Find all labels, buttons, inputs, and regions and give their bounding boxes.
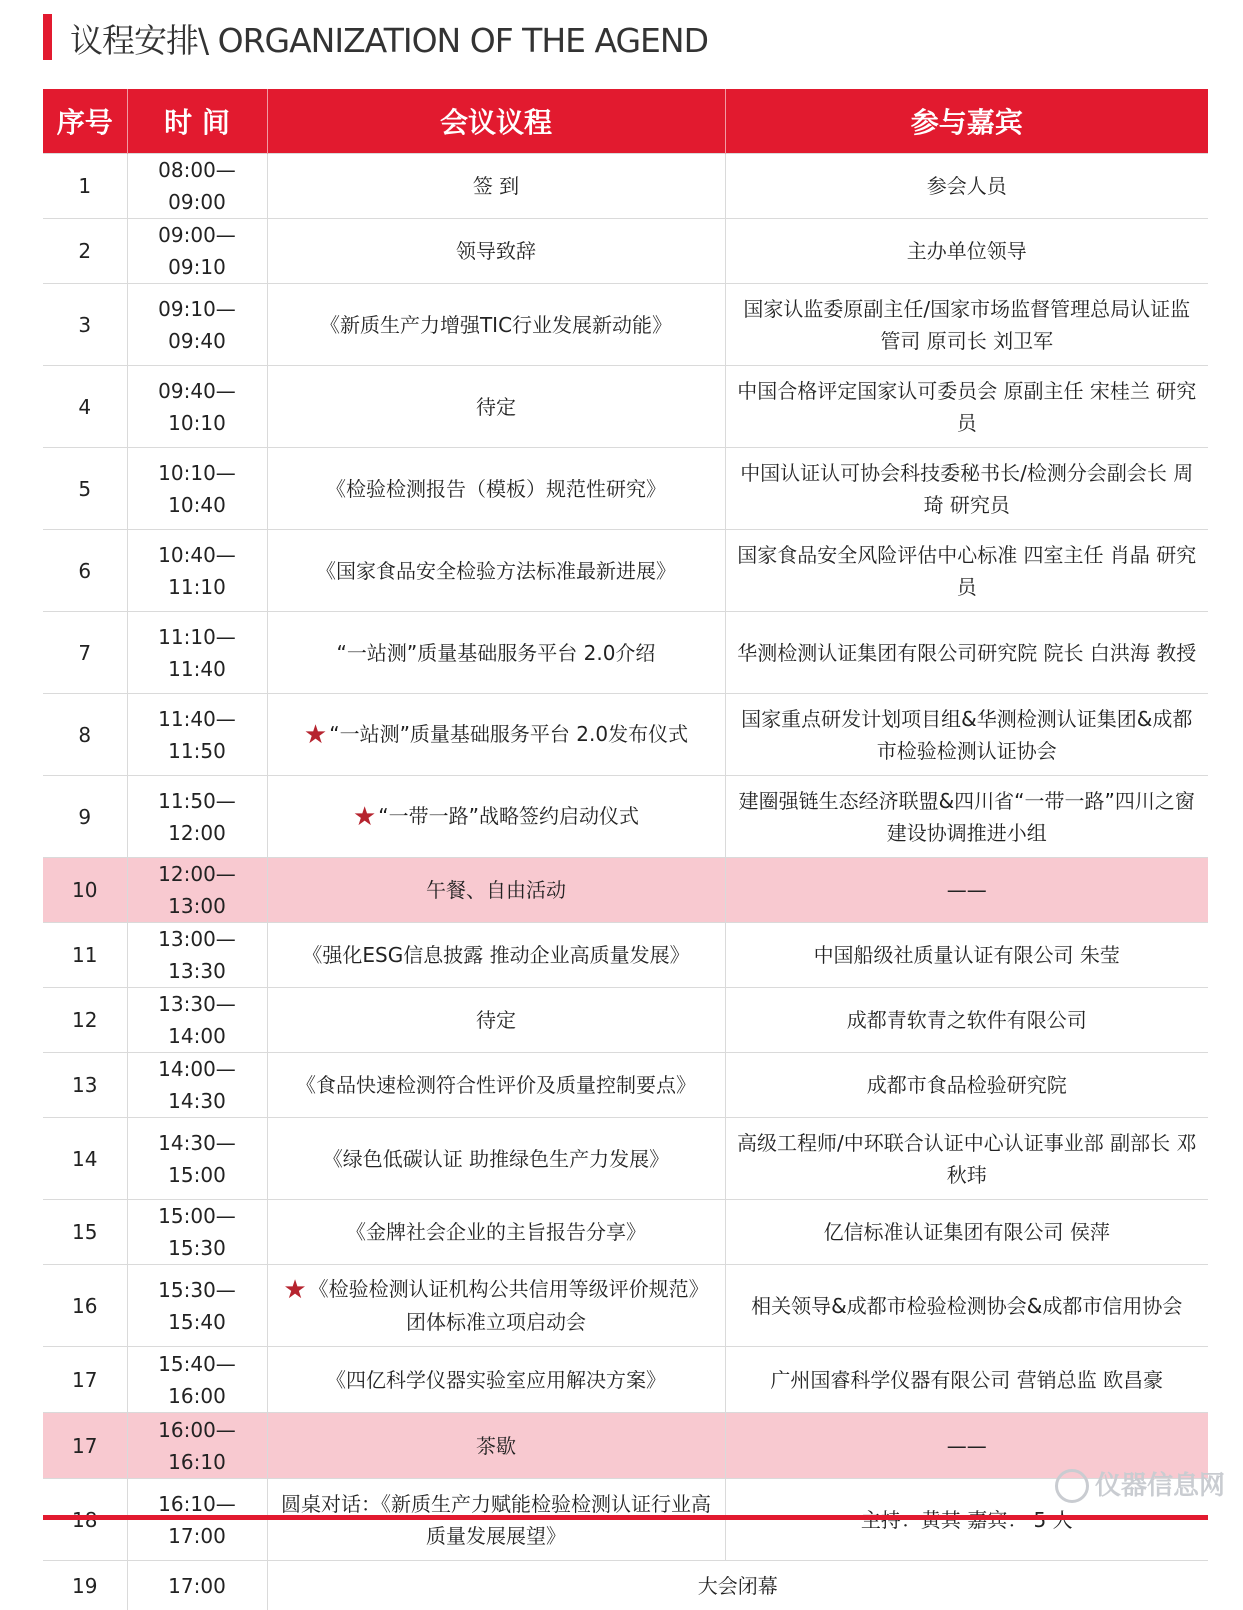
row-topic: 《金牌社会企业的主旨报告分享》 <box>267 1200 725 1265</box>
table-row <box>43 1265 1208 1347</box>
row-speaker: 中国认证认可协会科技委秘书长/检测分会副会长 周琦 研究员 <box>725 448 1208 530</box>
row-speaker: —— <box>725 858 1208 923</box>
star-icon: ★ <box>304 720 327 750</box>
table-row <box>43 776 1208 858</box>
row-topic: 签 到 <box>267 154 725 219</box>
row-time: 10:10—10:40 <box>127 448 267 530</box>
row-time: 12:00—13:00 <box>127 858 267 923</box>
row-topic: “一站测”质量基础服务平台 2.0介绍 <box>267 612 725 694</box>
row-topic-text: 《检验检测认证机构公共信用等级评价规范》团体标准立项启动会 <box>309 1277 709 1334</box>
row-no: 13 <box>43 1053 127 1118</box>
col-header-topic: 会议议程 <box>267 89 725 154</box>
row-no: 17 <box>43 1413 127 1479</box>
row-speaker: 成都市食品检验研究院 <box>725 1053 1208 1118</box>
row-speaker: 国家食品安全风险评估中心标准 四室主任 肖晶 研究员 <box>725 530 1208 612</box>
row-time: 09:00—09:10 <box>127 219 267 284</box>
table-row-break <box>43 1413 1208 1479</box>
row-time: 09:10—09:40 <box>127 284 267 366</box>
row-speaker: 相关领导&成都市检验检测协会&成都市信用协会 <box>725 1265 1208 1347</box>
row-topic: 领导致辞 <box>267 219 725 284</box>
row-time: 10:40—11:10 <box>127 530 267 612</box>
table-row <box>43 366 1208 448</box>
table-row <box>43 1200 1208 1265</box>
watermark-text: 仪器信息网 <box>1095 1464 1225 1508</box>
row-topic: 《食品快速检测符合性评价及质量控制要点》 <box>267 1053 725 1118</box>
row-no: 10 <box>43 858 127 923</box>
agenda-table <box>43 89 1208 1610</box>
row-speaker: 高级工程师/中环联合认证中心认证事业部 副部长 邓秋玮 <box>725 1118 1208 1200</box>
table-row <box>43 530 1208 612</box>
row-time: 08:00—09:00 <box>127 154 267 219</box>
table-row <box>43 1561 1208 1610</box>
table-row-break <box>43 858 1208 923</box>
row-topic: 《新质生产力增强TIC行业发展新动能》 <box>267 284 725 366</box>
row-topic: 待定 <box>267 988 725 1053</box>
row-time: 14:00—14:30 <box>127 1053 267 1118</box>
row-speaker: 亿信标准认证集团有限公司 侯萍 <box>725 1200 1208 1265</box>
row-time: 15:00—15:30 <box>127 1200 267 1265</box>
row-time: 09:40—10:10 <box>127 366 267 448</box>
row-topic: 圆桌对话：《新质生产力赋能检验检测认证行业高质量发展展望》 <box>267 1479 725 1561</box>
table-row <box>43 1053 1208 1118</box>
col-header-no: 序号 <box>43 89 127 154</box>
row-speaker: 成都青软青之软件有限公司 <box>725 988 1208 1053</box>
row-time: 15:40—16:00 <box>127 1347 267 1413</box>
table-row <box>43 923 1208 988</box>
table-row <box>43 284 1208 366</box>
row-speaker: 建圈强链生态经济联盟&四川省“一带一路”四川之窗建设协调推进小组 <box>725 776 1208 858</box>
row-time: 15:30—15:40 <box>127 1265 267 1347</box>
row-speaker: 中国船级社质量认证有限公司 朱莹 <box>725 923 1208 988</box>
table-row <box>43 1118 1208 1200</box>
row-closing: 大会闭幕 <box>267 1561 1208 1610</box>
row-topic: 《绿色低碳认证 助推绿色生产力发展》 <box>267 1118 725 1200</box>
page-title: 议程安排\ ORGANIZATION OF THE AGEND <box>70 16 708 66</box>
row-time: 11:10—11:40 <box>127 612 267 694</box>
watermark-logo-icon <box>1055 1469 1089 1503</box>
star-icon: ★ <box>353 802 376 832</box>
row-no: 17 <box>43 1347 127 1413</box>
row-no: 11 <box>43 923 127 988</box>
row-no: 19 <box>43 1561 127 1610</box>
row-time: 16:10—17:00 <box>127 1479 267 1561</box>
table-row <box>43 988 1208 1053</box>
row-no: 5 <box>43 448 127 530</box>
row-topic-text: “一站测”质量基础服务平台 2.0发布仪式 <box>329 722 688 746</box>
row-no: 6 <box>43 530 127 612</box>
row-no: 2 <box>43 219 127 284</box>
row-speaker: —— <box>725 1413 1208 1479</box>
row-speaker: 华测检测认证集团有限公司研究院 院长 白洪海 教授 <box>725 612 1208 694</box>
row-speaker: 参会人员 <box>725 154 1208 219</box>
row-no: 14 <box>43 1118 127 1200</box>
star-icon: ★ <box>283 1275 306 1305</box>
row-time: 14:30—15:00 <box>127 1118 267 1200</box>
row-no: 7 <box>43 612 127 694</box>
table-row <box>43 219 1208 284</box>
row-speaker: 国家重点研发计划项目组&华测检测认证集团&成都市检验检测认证协会 <box>725 694 1208 776</box>
row-time: 17:00 <box>127 1561 267 1610</box>
row-no: 9 <box>43 776 127 858</box>
row-no: 1 <box>43 154 127 219</box>
row-speaker: 广州国睿科学仪器有限公司 营销总监 欧昌豪 <box>725 1347 1208 1413</box>
row-no: 8 <box>43 694 127 776</box>
table-row <box>43 154 1208 219</box>
row-topic: 《国家食品安全检验方法标准最新进展》 <box>267 530 725 612</box>
row-speaker: 国家认监委原副主任/国家市场监督管理总局认证监管司 原司长 刘卫军 <box>725 284 1208 366</box>
table-row <box>43 694 1208 776</box>
table-row <box>43 448 1208 530</box>
row-topic <box>267 776 725 858</box>
row-time: 11:50—12:00 <box>127 776 267 858</box>
col-header-speaker: 参与嘉宾 <box>725 89 1208 154</box>
title-accent-bar <box>43 14 52 60</box>
row-no: 12 <box>43 988 127 1053</box>
row-topic: 《强化ESG信息披露 推动企业高质量发展》 <box>267 923 725 988</box>
row-time: 11:40—11:50 <box>127 694 267 776</box>
row-no: 16 <box>43 1265 127 1347</box>
row-no: 15 <box>43 1200 127 1265</box>
watermark <box>1055 1464 1225 1508</box>
row-topic <box>267 694 725 776</box>
row-topic <box>267 1265 725 1347</box>
row-topic: 《检验检测报告（模板）规范性研究》 <box>267 448 725 530</box>
bottom-accent-line <box>43 1515 1208 1520</box>
row-topic: 《四亿科学仪器实验室应用解决方案》 <box>267 1347 725 1413</box>
row-time: 13:30—14:00 <box>127 988 267 1053</box>
table-header-row <box>43 89 1208 154</box>
row-topic-text: “一带一路”战略签约启动仪式 <box>378 804 639 828</box>
row-time: 13:00—13:30 <box>127 923 267 988</box>
table-row <box>43 1347 1208 1413</box>
row-no: 4 <box>43 366 127 448</box>
row-speaker: 中国合格评定国家认可委员会 原副主任 宋桂兰 研究员 <box>725 366 1208 448</box>
col-header-time: 时 间 <box>127 89 267 154</box>
row-time: 16:00—16:10 <box>127 1413 267 1479</box>
row-speaker: 主办单位领导 <box>725 219 1208 284</box>
table-row <box>43 612 1208 694</box>
row-no: 3 <box>43 284 127 366</box>
row-topic: 茶歇 <box>267 1413 725 1479</box>
row-topic: 待定 <box>267 366 725 448</box>
row-topic: 午餐、自由活动 <box>267 858 725 923</box>
